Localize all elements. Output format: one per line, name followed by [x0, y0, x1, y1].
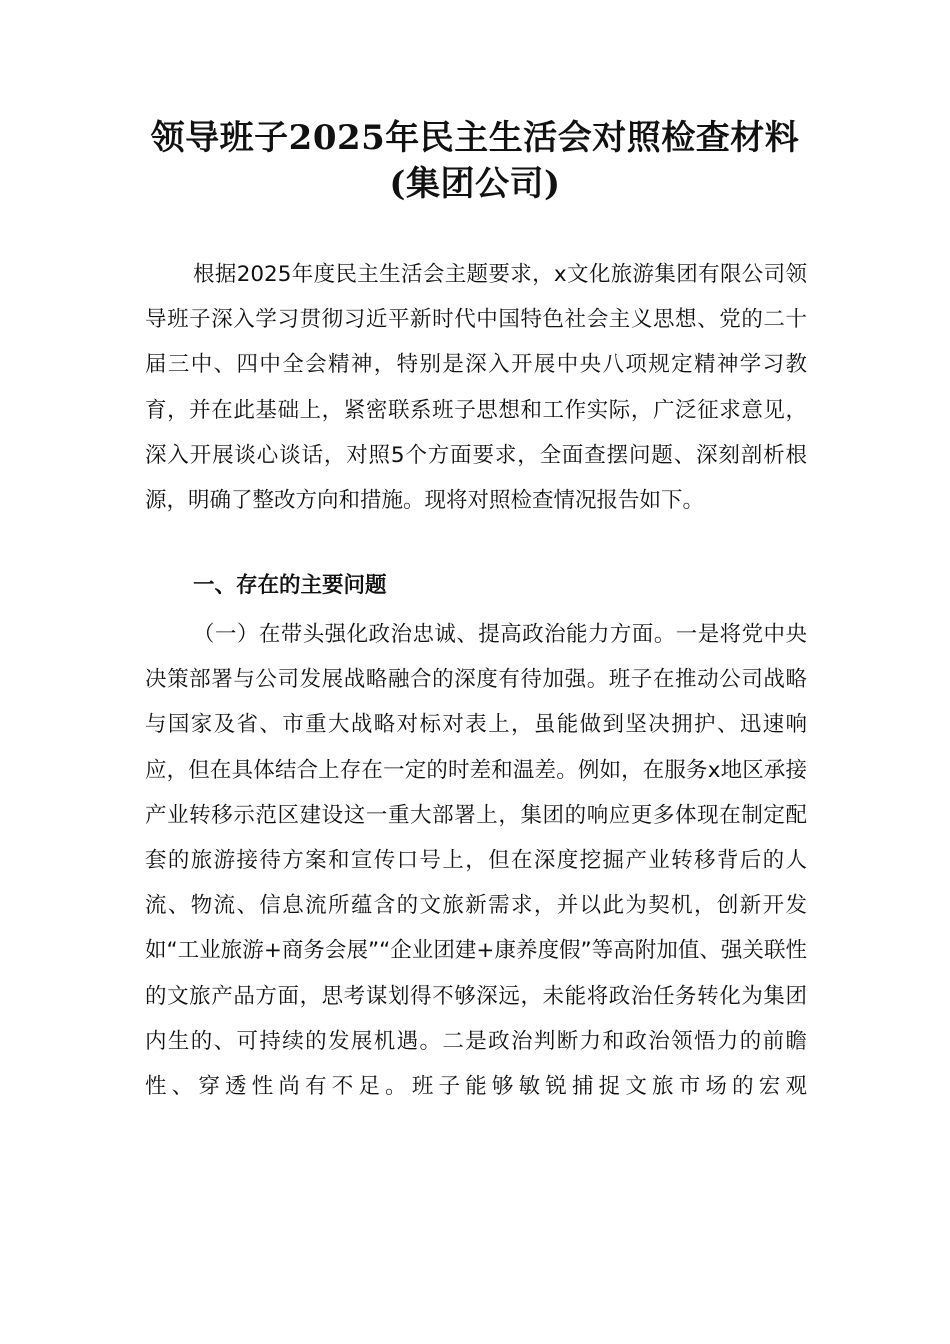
document-subtitle: (集团公司)	[389, 164, 561, 204]
section-heading: 一、存在的主要问题	[193, 573, 387, 598]
body-paragraph: （一）在带头强化政治忠诚、提高政治能力方面。一是将党中央决策部署与公司发展战略融合的深度有待加强。班子在推动公司战略与国家及省、市重大战略对标对表上，虽能做到坚决拥护、迅速响应，但在具体结合上存在一定的时差和温差。例如，在服务x地区承接产业转移示范区建设这一重大部署上，集团的响应更多体现在制定配套的旅游接待方案和宣传口号上，但在深度挖掘产业转移背后的人流、物流、信息流所蕴含的文旅新需求，并以此为契机，创新开发如“工业旅游+商务会展”“企业团建+康养度假”等高附加值、强关联性的文旅产品方面，思考谋划得不够深远，未能将政治任务转化为集团内生的、可持续的发展机遇。二是政治判断力和政治领悟力的前瞻性、穿透性尚有不足。班子能够敏锐捕捉文旅市场的宏观	[145, 622, 807, 1100]
intro-paragraph: 根据2025年度民主生活会主题要求，x文化旅游集团有限公司领导班子深入学习贯彻习近平新时代中国特色社会主义思想、党的二十届三中、四中全会精神，特别是深入开展中央八项规定精神学习教育，并在此基础上，紧密联系班子思想和工作实际，广泛征求意见，深入开展谈心谈话，对照5个方面要求，全面查摆问题、深刻剖析根源，明确了整改方向和措施。现将对照检查情况报告如下。	[145, 262, 807, 514]
document-title: 领导班子2025年民主生活会对照检查材料	[150, 118, 800, 158]
